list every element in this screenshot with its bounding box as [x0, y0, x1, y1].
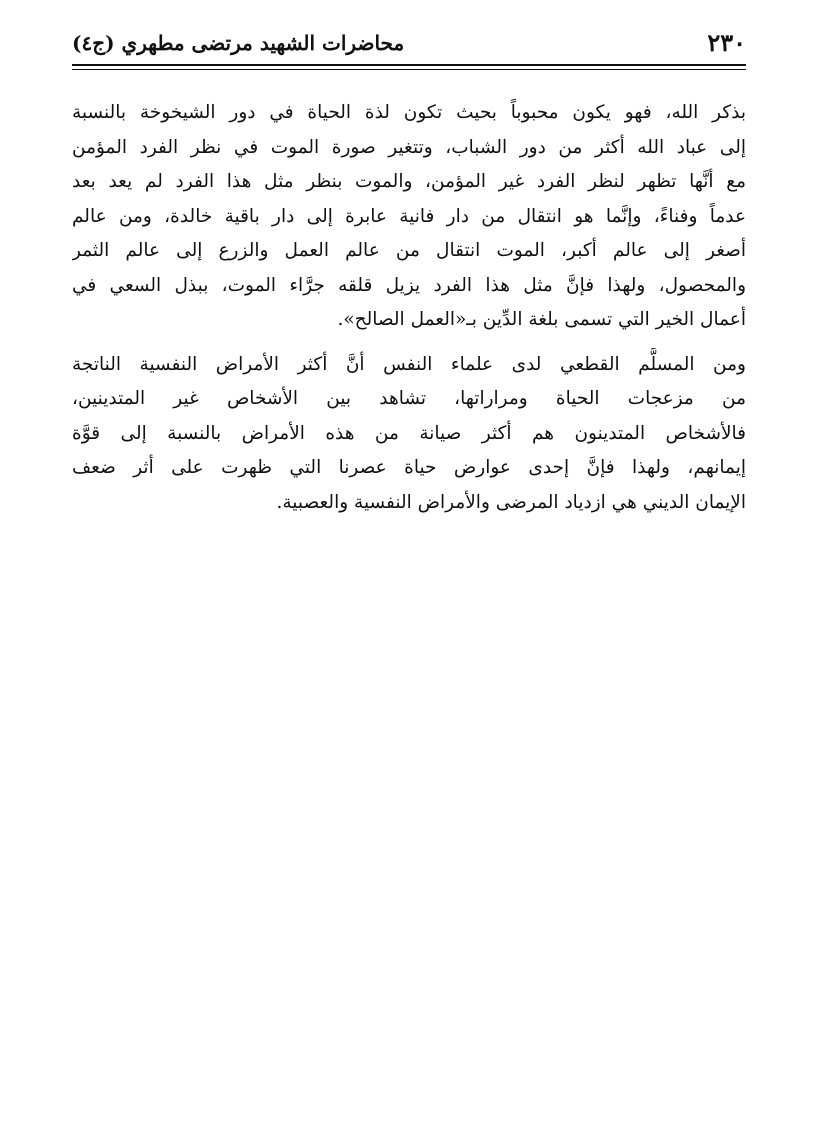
- text-line: ومن المسلَّم القطعي لدى علماء النفس أنَّ أكثر الأمراض النفسية الناتجة: [72, 353, 746, 375]
- text-line: من مزعجات الحياة ومراراتها، تشاهد بين الأشخاص غير المتدينين،: [72, 388, 746, 409]
- header-rule-thin: [72, 69, 746, 70]
- text-line: أعمال الخير التي تسمى بلغة الدِّين بـ«العمل الصالح».: [337, 309, 746, 330]
- text-line: عدماً وفناءً، وإنَّما هو انتقال من دار فانية عابرة إلى دار باقية خالدة، ومن عالم: [72, 205, 746, 227]
- text-line: الإيمان الديني هي ازدياد المرضى والأمراض النفسية والعصبية.: [276, 491, 746, 513]
- text-line: أصغر إلى عالم أكبر، الموت انتقال من عالم العمل والزرع إلى عالم الثمر: [72, 240, 746, 261]
- text-line: بذكر الله، فهو يكون محبوباً بحيث تكون لذة الحياة في دور الشيخوخة بالنسبة: [72, 102, 746, 123]
- body-text: [72, 96, 746, 520]
- text-line: مع أنَّها تظهر لنظر الفرد غير المؤمن، والموت بنظر مثل هذا الفرد لم يعد بعد: [72, 171, 746, 192]
- header-rule: [72, 64, 746, 66]
- running-title: محاضرات الشهيد مرتضى مطهري (ج٤): [72, 31, 405, 55]
- text-line: إلى عباد الله أكثر من دور الشباب، وتتغير صورة الموت في نظر الفرد المؤمن: [72, 136, 746, 158]
- text-line: فالأشخاص المتدينون هم أكثر صيانة من هذه الأمراض بالنسبة إلى قوَّة: [72, 422, 746, 444]
- page-number: ٢٣٠: [707, 28, 746, 57]
- paragraph-1: [72, 96, 746, 338]
- paragraph-2: [72, 348, 746, 521]
- text-line: والمحصول، ولهذا فإنَّ مثل هذا الفرد يزيل قلقه جرَّاء الموت، ببذل السعي في: [72, 274, 746, 296]
- text-line: إيمانهم، ولهذا فإنَّ إحدى عوارض حياة عصرنا التي ظهرت على أثر ضعف: [72, 457, 746, 478]
- page-header: [72, 28, 746, 64]
- paragraph-gap: [72, 338, 746, 348]
